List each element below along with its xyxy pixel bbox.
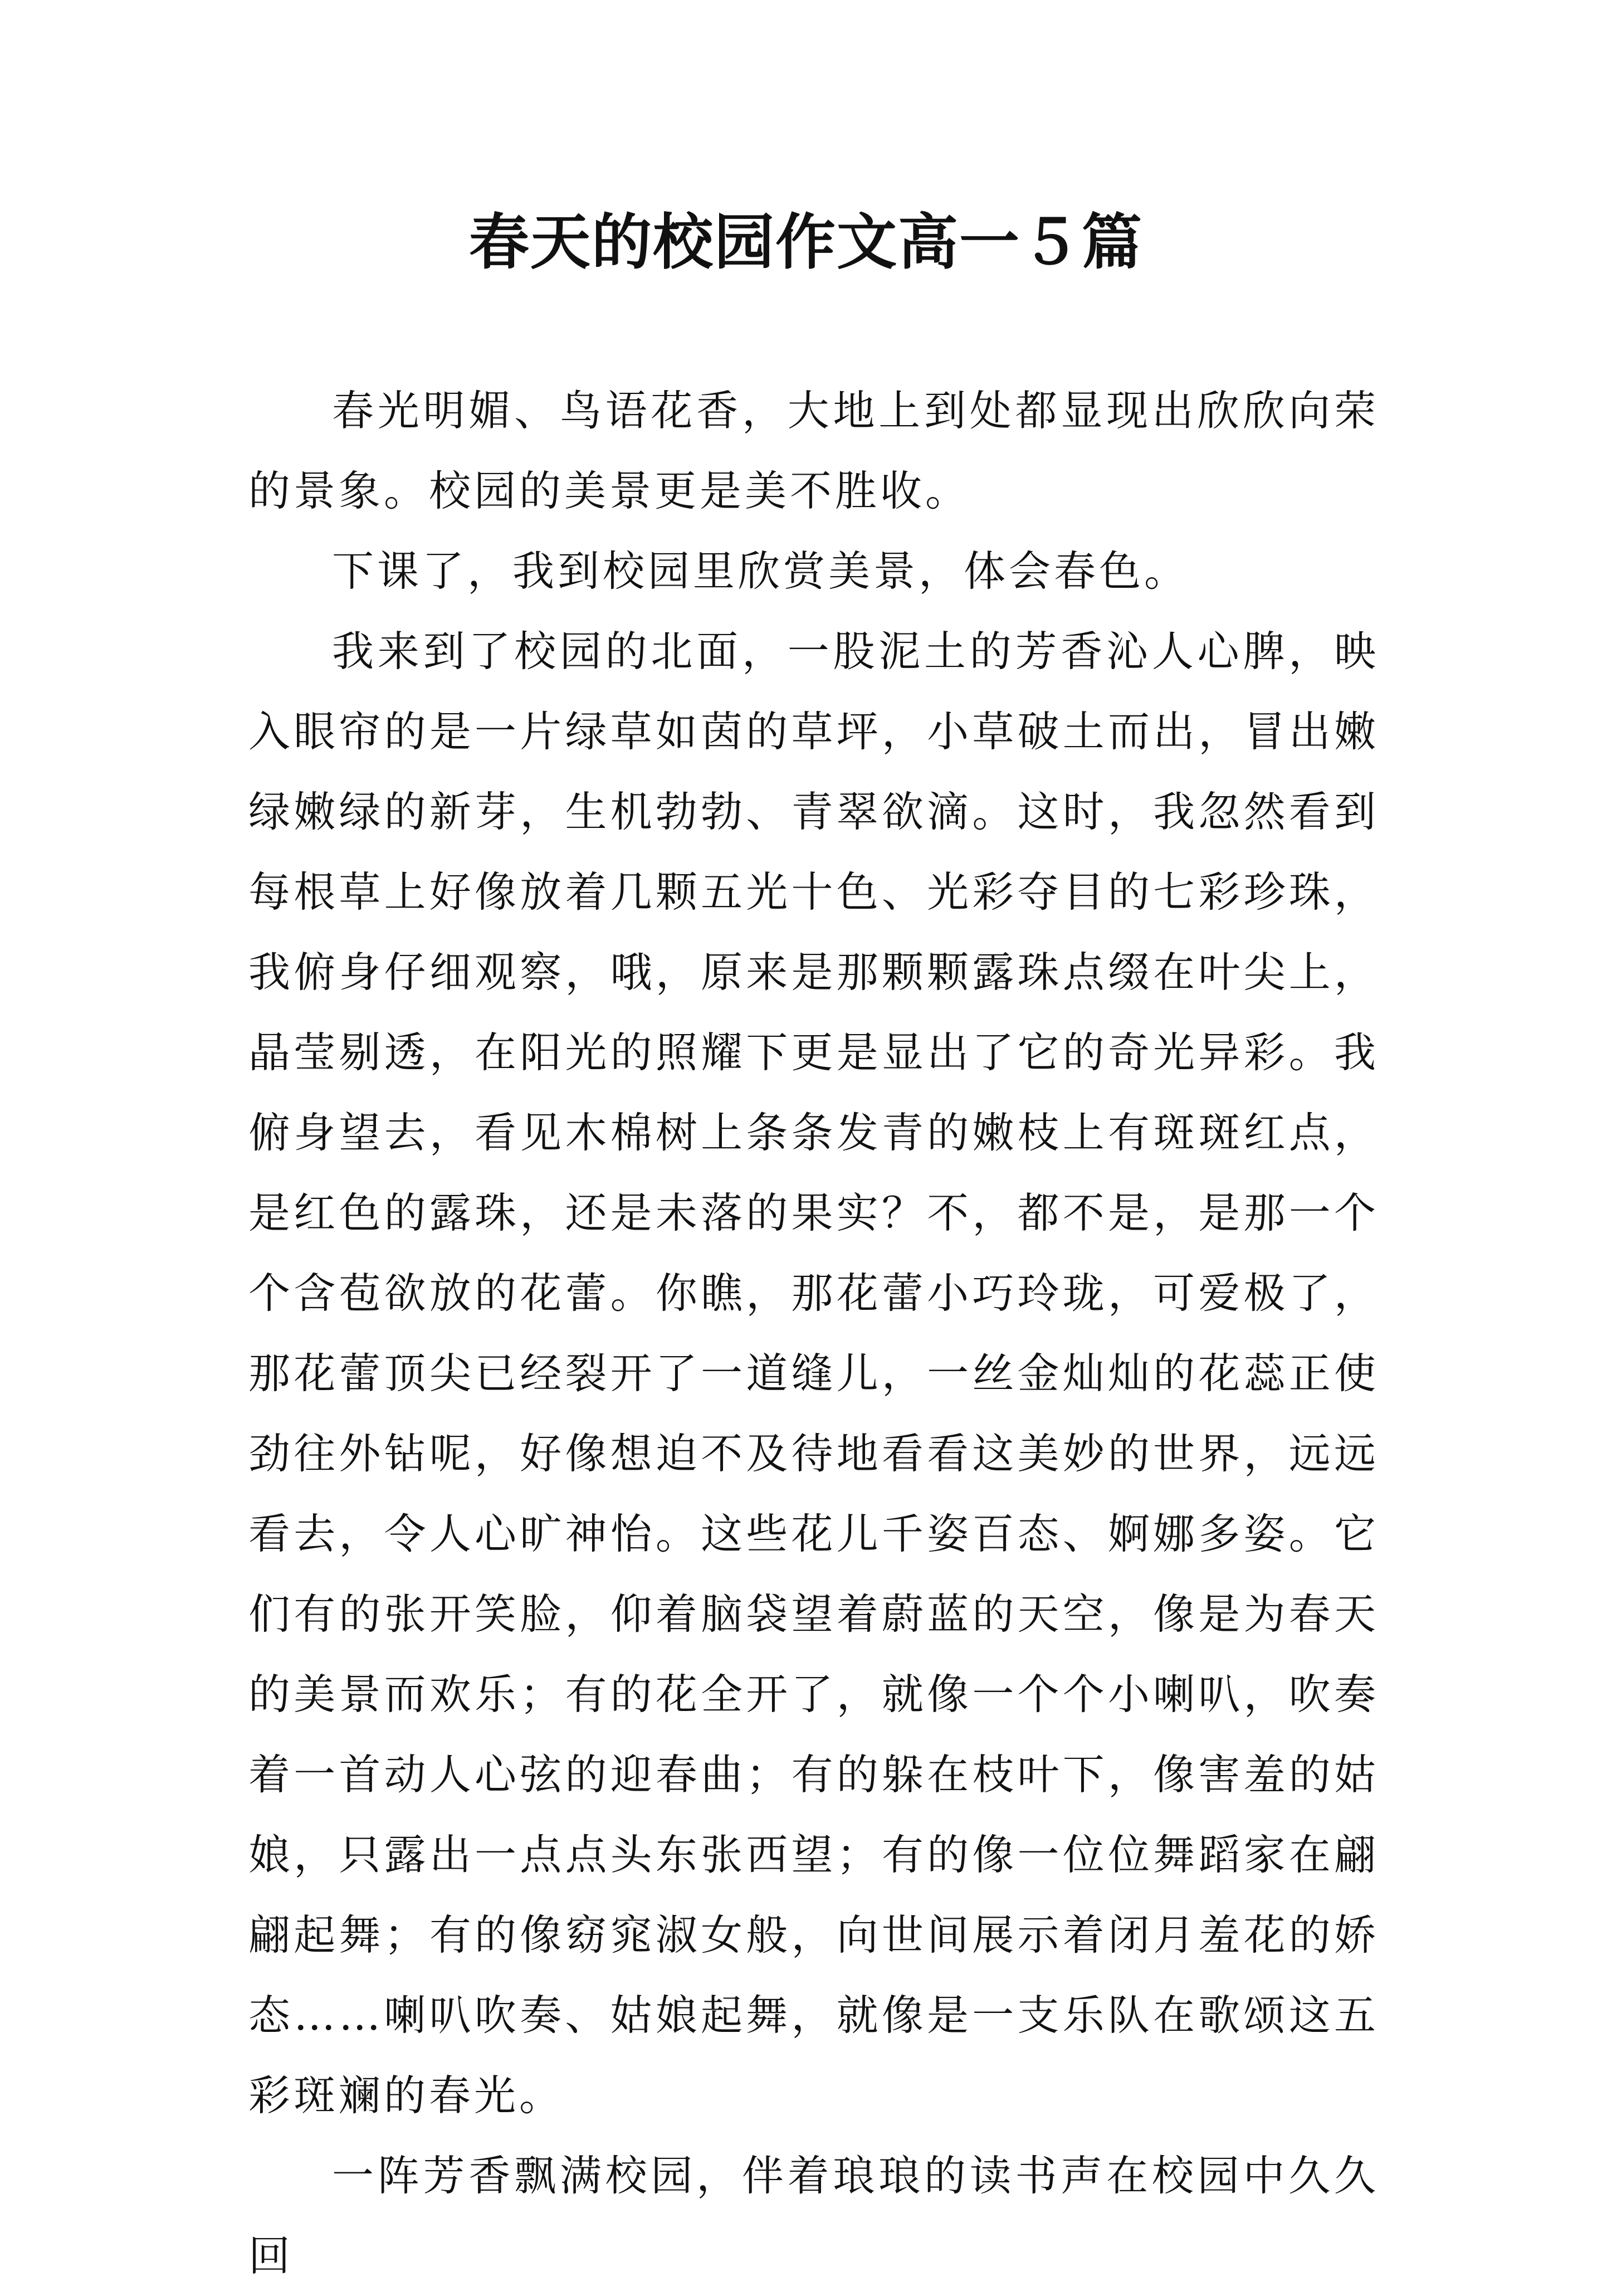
- paragraph-4: 一阵芳香飘满校园，伴着琅琅的读书声在校园中久久回: [248, 2151, 1379, 2280]
- paragraph-3: 我来到了校园的北面，一股泥土的芳香沁人心脾，映入眼帘的是一片绿草如茵的草坪，小草破土而出，冒出嫩绿嫩绿的新芽，生机勃勃、青翠欲滴。这时，我忽然看到每根草上好像放着几颗五光十色、光彩夺目的七彩珍珠，我俯身仔细观察，哦，原来是那颗颗露珠点缀在叶尖上，晶莹剔透，在阳光的照耀下更是显出了它的奇光异彩。我俯身望去，看见木棉树上条条发青的嫩枝上有斑斑红点，是红色的露珠，还是未落的果实？不，都不是，是那一个个含苞欲放的花蕾。你瞧，那花蕾小巧玲珑，可爱极了，那花蕾顶尖已经裂开了一道缝儿，一丝金灿灿的花蕊正使劲往外钻呢，好像想迫不及待地看看这美妙的世界，远远看去，令人心旷神怡。这些花儿千姿百态、婀娜多姿。它们有的张开笑脸，仰着脑袋望着蔚蓝的天空，像是为春天的美景而欢乐；有的花全开了，就像一个个小喇叭，吹奏着一首动人心弦的迎春曲；有的躲在枝叶下，像害羞的姑娘，只露出一点点头东张西望；有的像一位位舞蹈家在翩翩起舞；有的像窈窕淑女般，向世间展示着闭月羞花的娇态……喇叭吹奏、姑娘起舞，就像是一支乐队在歌颂这五彩斑斓的春光。: [248, 627, 1379, 2120]
- paragraph-1: 春光明媚、鸟语花香，大地上到处都显现出欣欣向荣的景象。校园的美景更是美不胜收。: [248, 386, 1379, 515]
- document-body: [248, 371, 1379, 2296]
- paragraph-2: 下课了，我到校园里欣赏美景，体会春色。: [332, 547, 1190, 596]
- document-title: 春天的校园作文高一５篇: [468, 207, 1143, 277]
